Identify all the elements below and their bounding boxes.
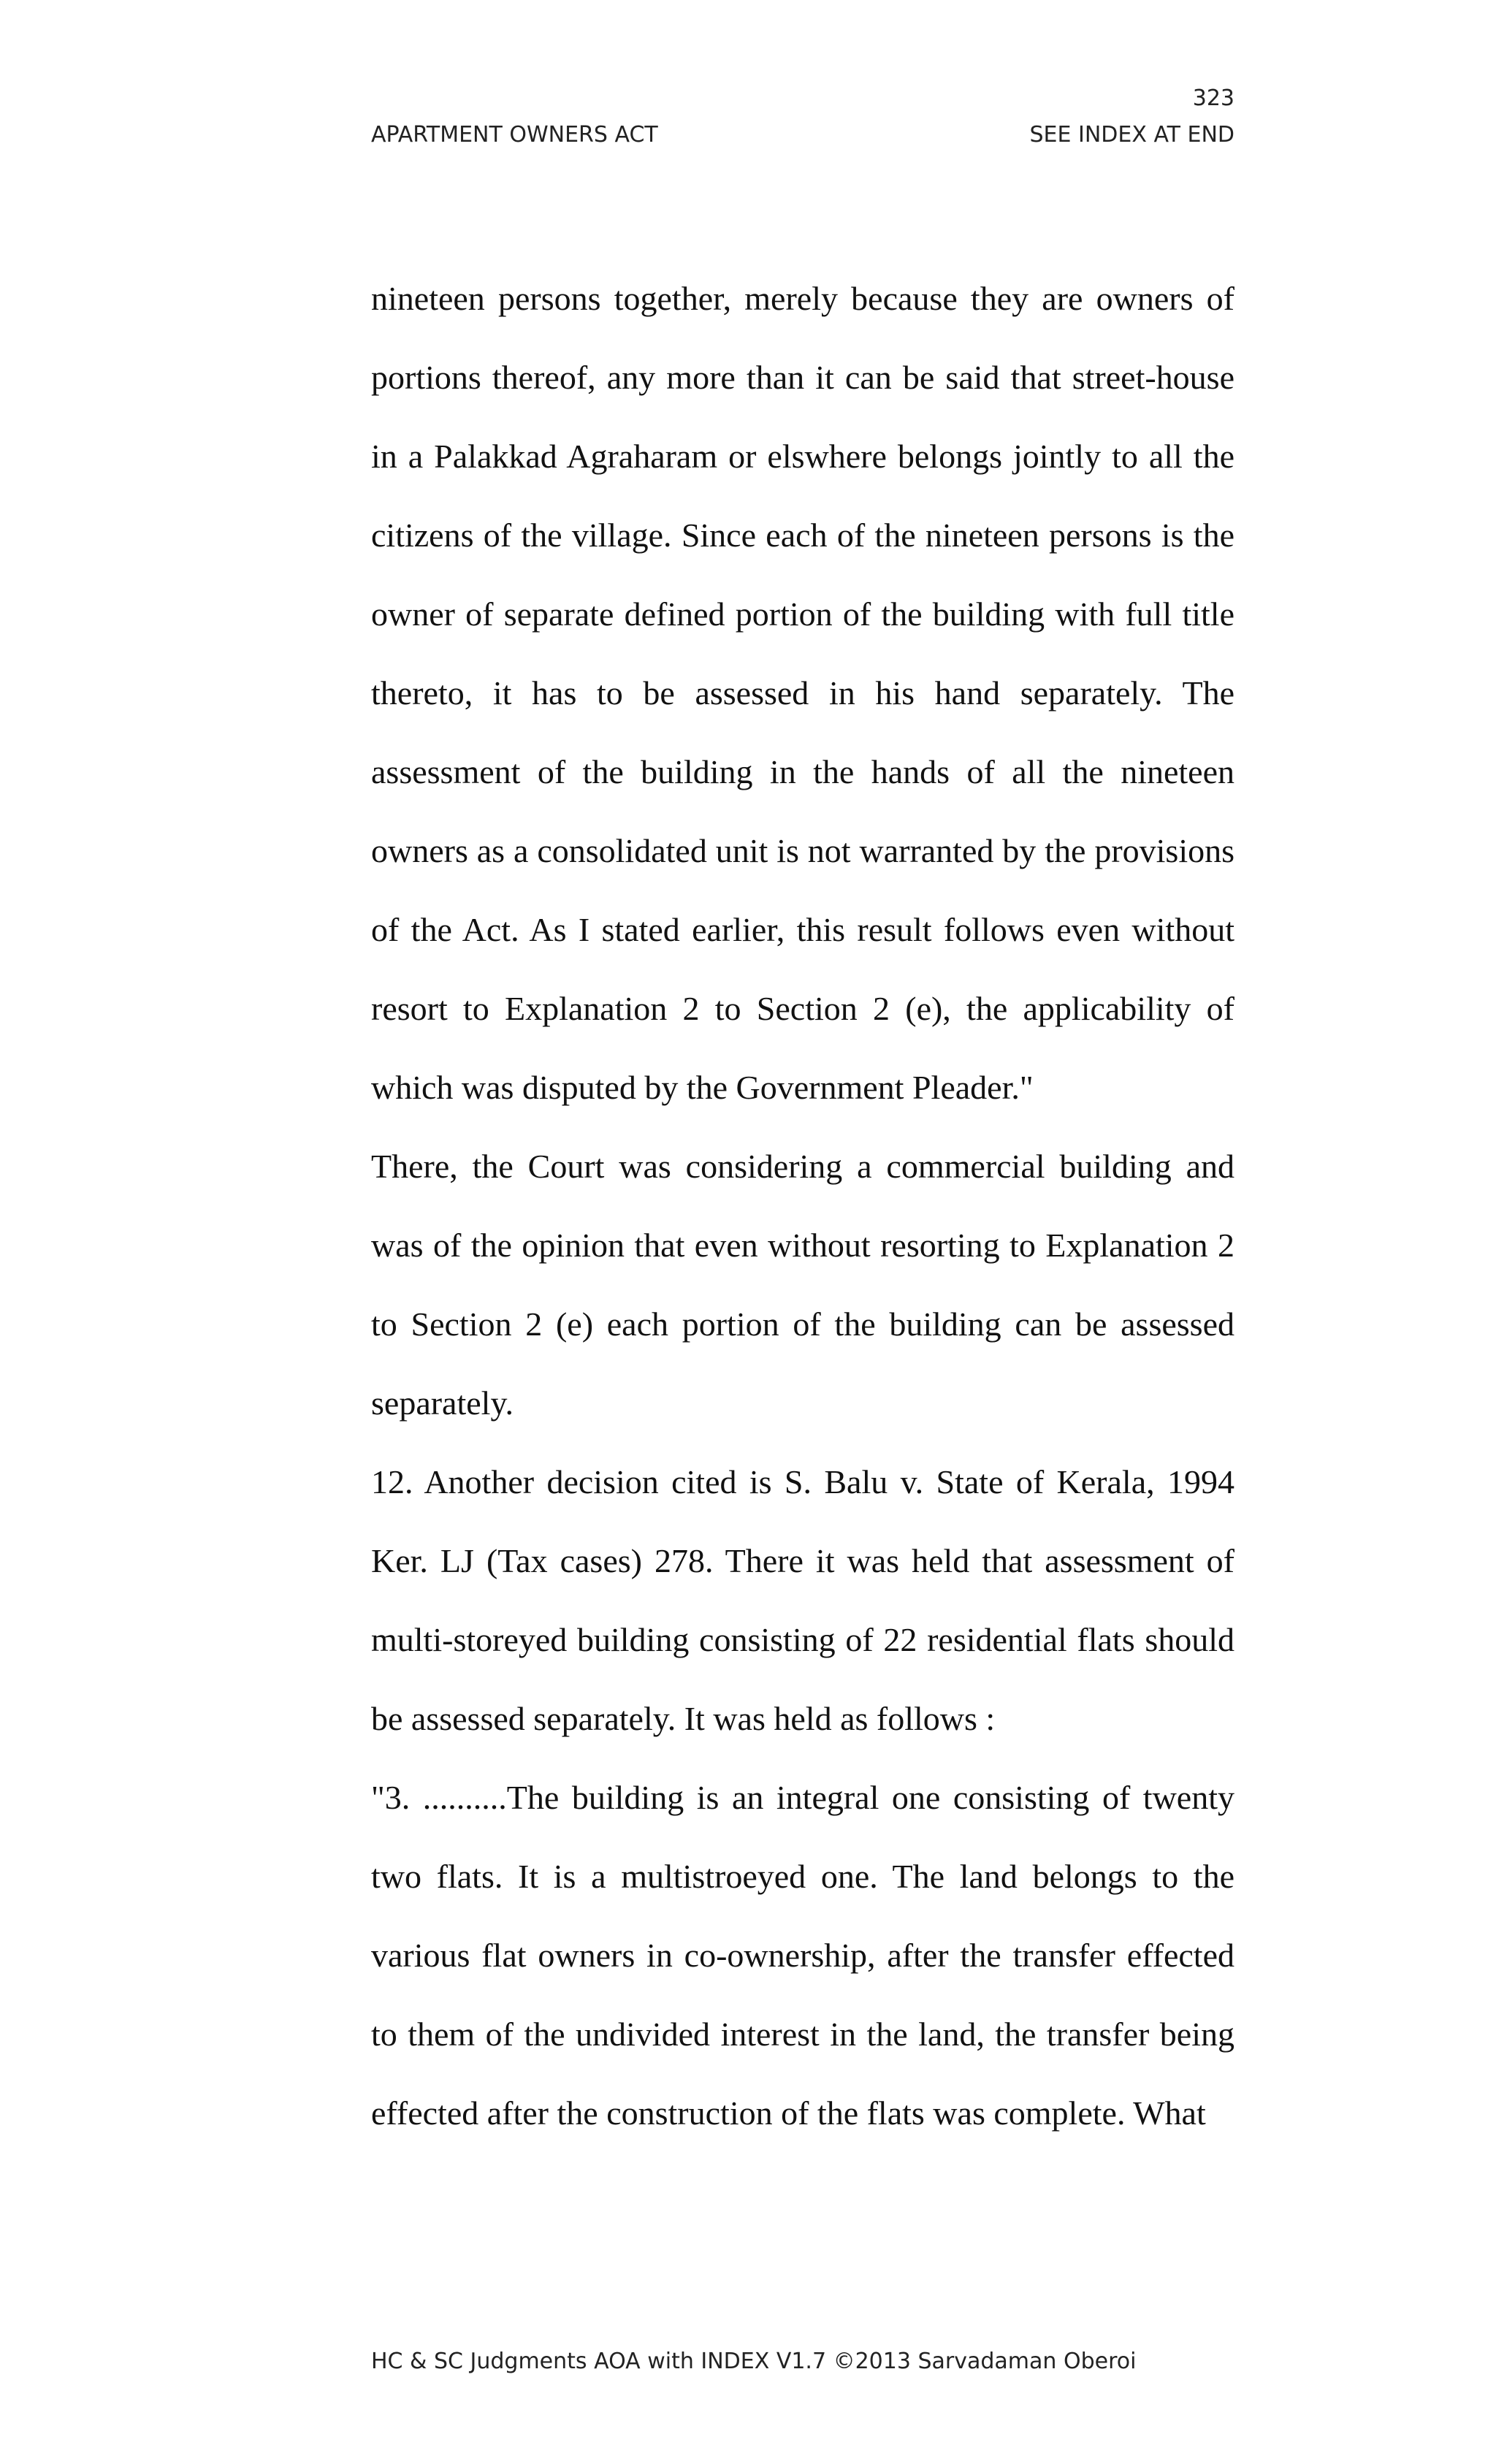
page-header xyxy=(371,124,1234,146)
paragraph-12: 12. Another decision cited is S. Balu v. State of Kerala, 1994 Ker. LJ (Tax cases) 278. There it was held that assessment of multi-storeyed building consisting of 22 residential flats should be assessed separately. It was held as follows : xyxy=(371,1463,1234,1737)
page-number: 323 xyxy=(1192,85,1234,111)
document-body xyxy=(371,259,1234,2153)
paragraph-commentary: There, the Court was considering a commercial building and was of the opinion that even without resorting to Explanation 2 to Section 2 (e) each portion of the building can be assessed separately. xyxy=(371,1148,1234,1422)
header-left-title: APARTMENT OWNERS ACT xyxy=(371,122,658,148)
page-footer: HC & SC Judgments AOA with INDEX V1.7 ©2013 Sarvadaman Oberoi xyxy=(371,2349,1137,2374)
paragraph-quote-3: "3. ..........The building is an integral one consisting of twenty two flats. It is a multistroeyed one. The land belongs to the various flat owners in co-ownership, after the transfer effected to them of the undivided interest in the land, the transfer being effected after the construction of the flats was complete. What xyxy=(371,1779,1234,2132)
header-right-note: SEE INDEX AT END xyxy=(1029,122,1234,148)
paragraph-quote-continuation: nineteen persons together, merely because they are owners of portions thereof, any more than it can be said that street-house in a Palakkad Agraharam or elswhere belongs jointly to all the citizens of the village. Since each of the nineteen persons is the owner of separate defined portion of the building with full title thereto, it has to be assessed in his hand separately. The assessment of the building in the hands of all the nineteen owners as a consolidated unit is not warranted by the provisions of the Act. As I stated earlier, this result follows even without resort to Explanation 2 to Section 2 (e), the applicability of which was disputed by the Government Pleader." xyxy=(371,280,1234,1106)
